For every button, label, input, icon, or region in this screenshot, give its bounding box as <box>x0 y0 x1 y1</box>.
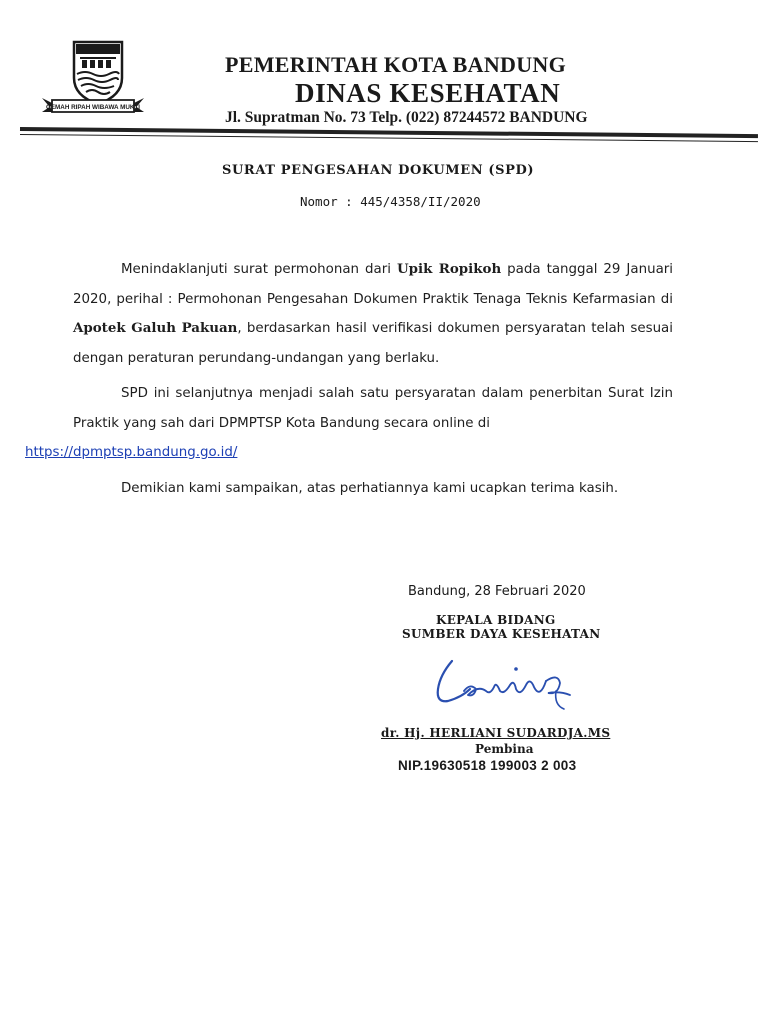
letterhead-divider-thick <box>20 127 758 138</box>
signer-name: dr. Hj. HERLIANI SUDARDJA.MS <box>381 726 611 740</box>
paragraph-2-text: SPD ini selanjutnya menjadi salah satu persyaratan dalam penerbitan Surat Izin Praktik yang sah dari DPMPTSP Kota Bandung secara online di <box>73 386 673 431</box>
government-name: PEMERINTAH KOTA BANDUNG <box>225 52 566 77</box>
logo-motto: GEMAH RIPAH WIBAWA MUKTI <box>45 104 141 111</box>
position-line-2: SUMBER DAYA KESEHATAN <box>402 627 601 641</box>
paragraph-1-text-c: , berdasarkan hasil verifikasi dokumen persyaratan telah sesuai dengan peraturan perundang-undangan yang berlaku. <box>73 321 673 366</box>
agency-address: Jl. Supratman No. 73 Telp. (022) 87244572 BANDUNG <box>225 109 588 126</box>
document-title: SURAT PENGESAHAN DOKUMEN (SPD) <box>222 163 535 178</box>
position-line-1: KEPALA BIDANG <box>436 613 556 627</box>
handwritten-signature <box>430 655 590 717</box>
dpmptsp-link[interactable]: https://dpmptsp.bandung.go.id/ <box>25 445 238 460</box>
letter-body <box>25 255 673 509</box>
document-number: Nomor : 445/4358/II/2020 <box>300 194 481 209</box>
place-date: Bandung, 28 Februari 2020 <box>408 584 586 599</box>
applicant-name: Upik Ropikoh <box>396 261 502 277</box>
letterhead <box>225 52 665 128</box>
paragraph-1-text-a: Menindaklanjuti surat permohonan dari <box>121 262 397 277</box>
agency-name: DINAS KESEHATAN <box>295 78 561 108</box>
city-emblem-logo <box>40 38 146 120</box>
paragraph-2 <box>25 379 673 468</box>
paragraph-1-text-b: pada tanggal 29 Januari 2020, perihal : Permohonan Pengesahan Dokumen Praktik Tenaga Teknis Kefarmasian di <box>73 262 673 307</box>
pharmacy-name: Apotek Galuh Pakuan <box>73 320 238 336</box>
paragraph-1 <box>73 255 673 373</box>
closing-block <box>380 584 640 641</box>
paragraph-3: Demikian kami sampaikan, atas perhatiannya kami ucapkan terima kasih. <box>121 480 619 496</box>
signer-nip: NIP.19630518 199003 2 003 <box>398 758 577 773</box>
signer-rank: Pembina <box>475 742 534 756</box>
